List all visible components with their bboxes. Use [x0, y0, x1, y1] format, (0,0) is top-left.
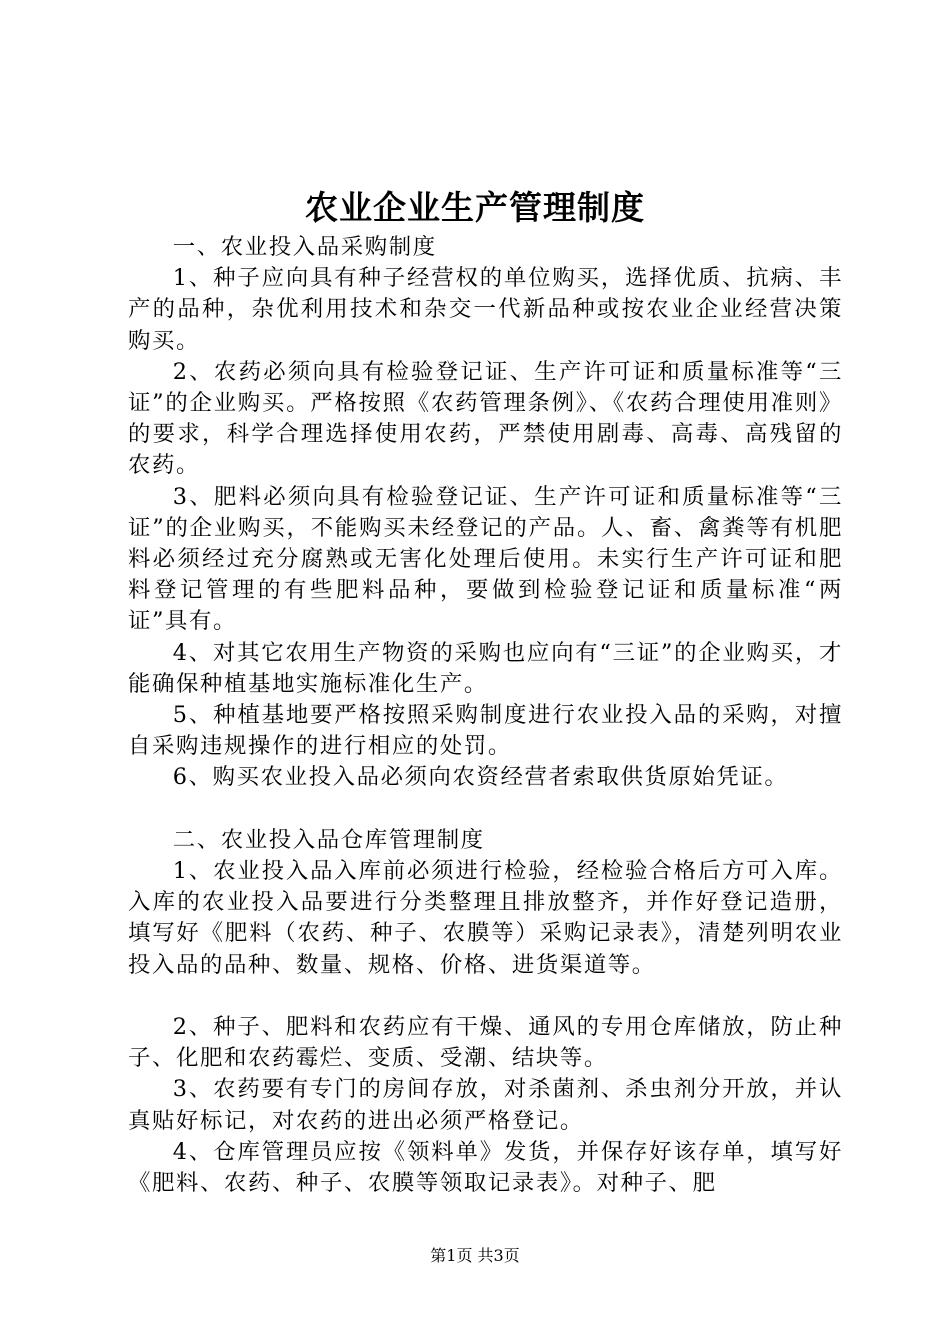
paragraph: 2、种子、肥料和农药应有干燥、通风的专用仓库储放，防止种子、化肥和农药霉烂、变质、受潮、结块等。	[128, 1014, 843, 1072]
paragraph: 4、仓库管理员应按《领料单》发货，并保存好该存单，填写好《肥料、农药、种子、农膜等领取记录表》。对种子、肥	[128, 1138, 843, 1197]
document-title: 农业企业生产管理制度	[305, 188, 645, 227]
section-heading-1: 一、农业投入品采购制度	[172, 234, 437, 260]
section-heading-2: 二、农业投入品仓库管理制度	[172, 826, 485, 853]
document-body	[128, 232, 843, 1199]
blank-line	[128, 794, 843, 825]
paragraph: 3、肥料必须向具有检验登记证、生产许可证和质量标准等“三证”的企业购买，不能购买未经登记的产品。人、畜、禽粪等有机肥料必须经过充分腐熟或无害化处理后使用。未实行生产许可证和肥料登记管理的有些肥料品种，要做到检验登记证和质量标准“两证”具有。	[128, 483, 843, 635]
paragraph: 3、农药要有专门的房间存放，对杀菌剂、杀虫剂分开放，并认真贴好标记，对农药的进出必须严格登记。	[128, 1076, 843, 1134]
paragraph: 1、农业投入品入库前必须进行检验，经检验合格后方可入库。入库的农业投入品要进行分类整理且排放整齐，并作好登记造册，填写好《肥料（农药、种子、农膜等）采购记录表》，清楚列明农业投入品的品种、数量、规格、价格、进货渠道等。	[128, 858, 843, 978]
paragraph: 6、购买农业投入品必须向农资经营者索取供货原始凭证。	[172, 764, 789, 791]
paragraph: 1、种子应向具有种子经营权的单位购买，选择优质、抗病、丰产的品种，杂优利用技术和杂交一代新品种或按农业企业经营决策购买。	[128, 265, 843, 354]
paragraph: 4、对其它农用生产物资的采购也应向有“三证”的企业购买，才能确保种植基地实施标准化生产。	[128, 639, 843, 697]
page-number-footer: 第1页 共3页	[430, 1246, 520, 1265]
blank-line	[128, 981, 843, 1012]
paragraph: 5、种植基地要严格按照采购制度进行农业投入品的采购，对擅自采购违规操作的进行相应的处罚。	[128, 702, 843, 760]
paragraph: 2、农药必须向具有检验登记证、生产许可证和质量标准等“三证”的企业购买。严格按照《农药管理条例》、《农药合理使用准则》的要求，科学合理选择使用农药，严禁使用剧毒、高毒、高残留的农药。	[128, 358, 843, 479]
